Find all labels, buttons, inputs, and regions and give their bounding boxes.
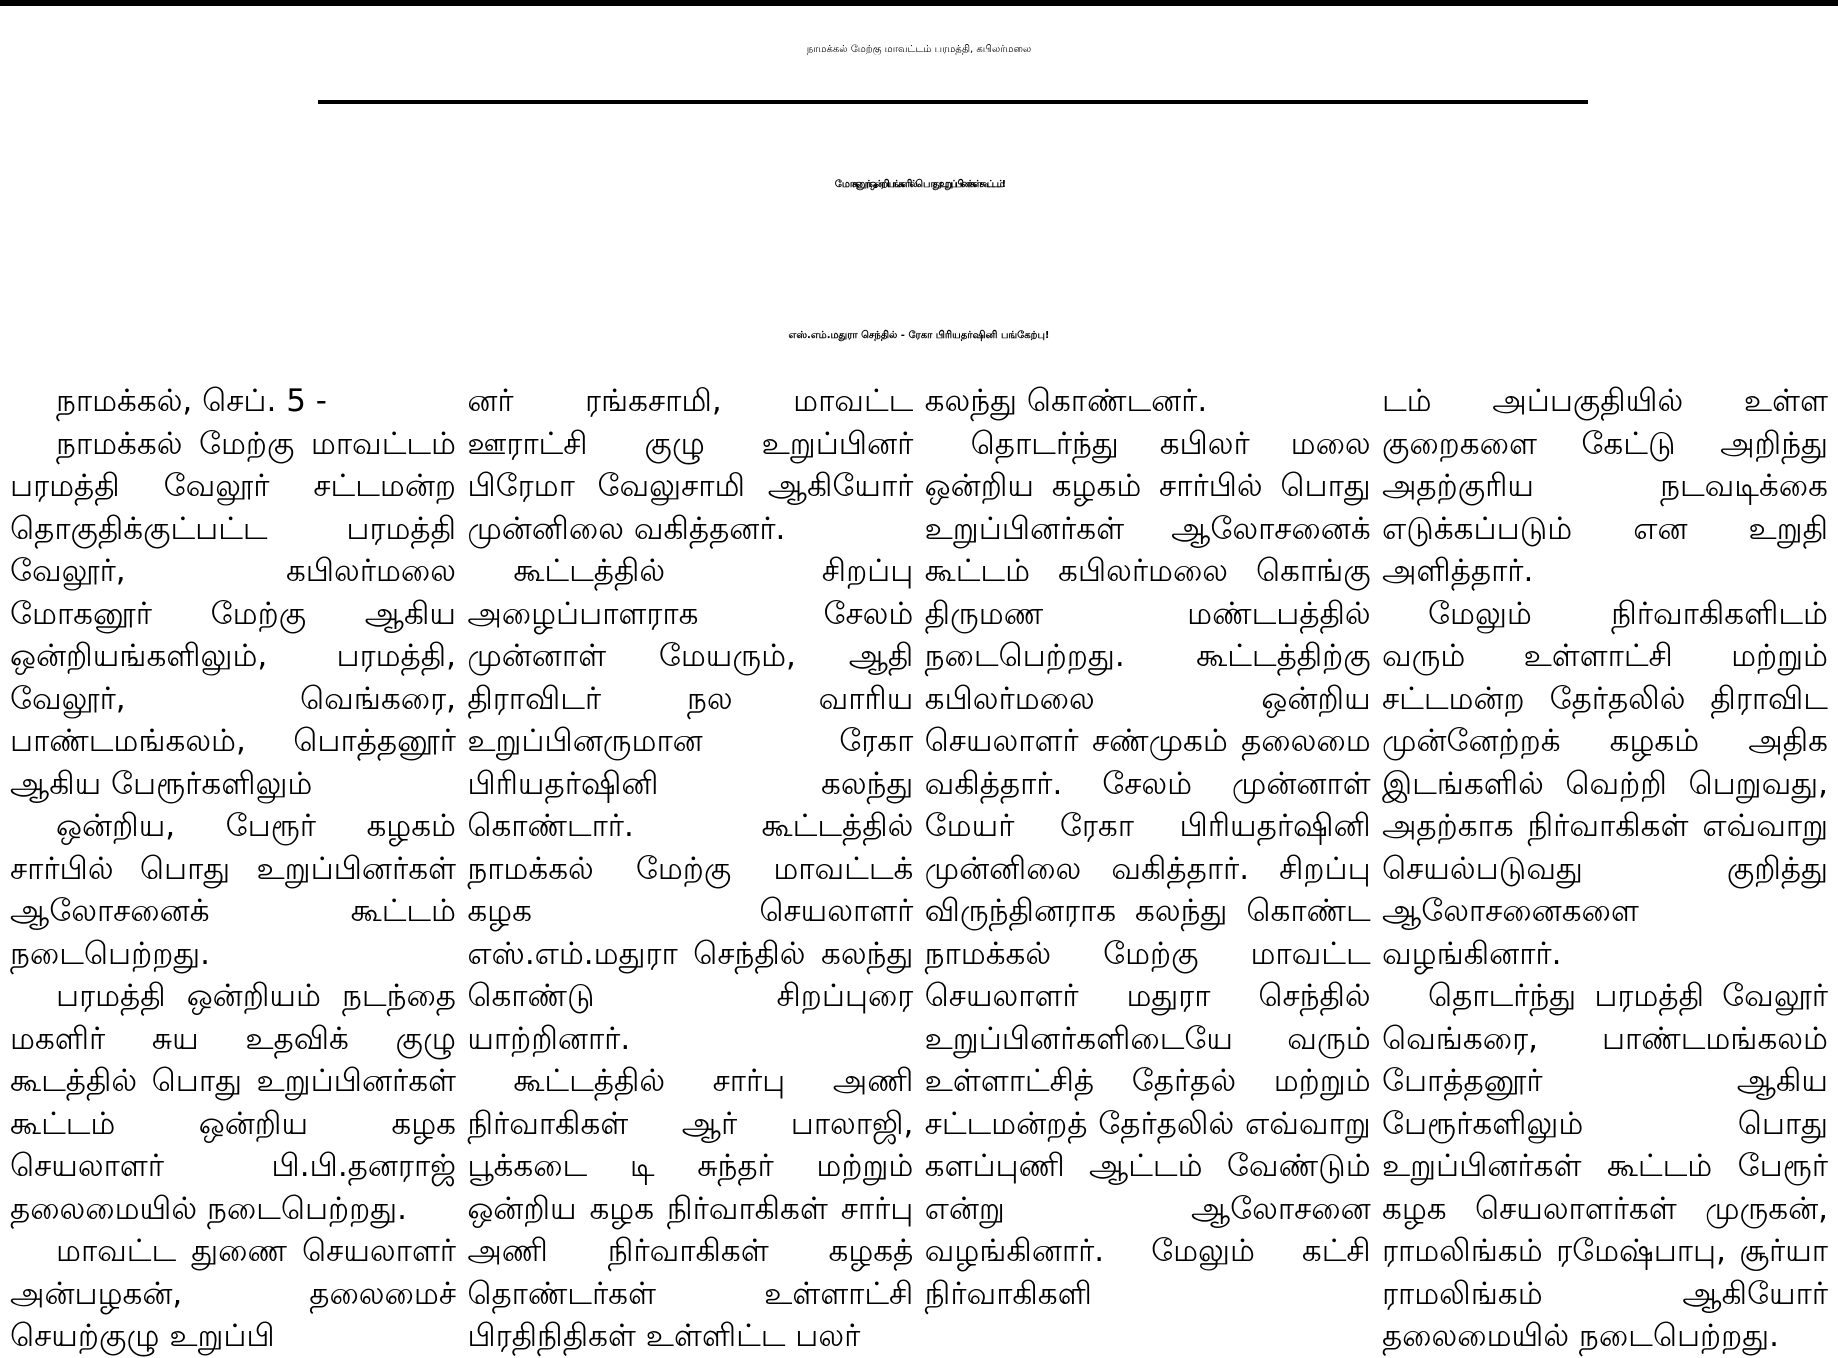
headline: மோகனூர் ஒன்றியங்களில் பொது உறுப்பினர்கள் கூட்டம்! [834,179,1004,190]
top-border-rule [0,0,1838,6]
paragraph: பரமத்தி ஒன்றியம் நடந்தை மகளிர் சுய உதவிக் குழு கூடத்தில் பொது உறுப்பினர்கள் கூட்டம் ஒன்றிய கழக செயலாளர் பி.பி.தனராஜ் தலைமையில் நடைபெற்றது. [10,978,456,1227]
paragraph: கூட்டத்தில் சார்பு அணி நிர்வாகிகள் ஆர் பாலாஜி, பூக்கடை டி சுந்தர் மற்றும் ஒன்றிய கழக நிர்வாகிகள் சார்பு அணி நிர்வாகிகள் கழகத் தொண்டர்கள் உள்ளாட்சி பிரதிநிதிகள் உள்ளிட்ட பலர் [467,1063,914,1354]
paragraph: கலந்து கொண்டனர். [924,383,1208,419]
paragraph: டம் அப்பகுதியில் உள்ள குறைகளை கேட்டு அறிந்து அதற்குரிய நடவடிக்கை எடுக்கப்படும் என உறுதி அளித்தார். [1381,383,1828,589]
kicker-underline [318,100,1588,104]
paragraph: மேலும் நிர்வாகிகளிடம் வரும் உள்ளாட்சி மற்றும் சட்டமன்ற தேர்தலில் திராவிட முன்னேற்றக் கழகம் அதிக இடங்களில் வெற்றி பெறுவது, அதற்காக நிர்வாகிகள் எவ்வாறு செயல்படுவது குறித்து ஆலோசனைகளை வழங்கினார். [1381,595,1828,972]
paragraph: நாமக்கல் மேற்கு மாவட்டம் பரமத்தி வேலூர் சட்டமன்ற தொகுதிக்குட்பட்ட பரமத்தி வேலூர், கபிலர்மலை மோகனூர் மேற்கு ஆகிய ஒன்றியங்களிலும், பரமத்தி, வேலூர், வெங்கரை, பாண்டமங்கலம், பொத்தனூர் ஆகிய பேரூர்களிலும் [10,425,456,802]
paragraph: தொடர்ந்து கபிலர் மலை ஒன்றிய கழகம் சார்பில் பொது உறுப்பினர்கள் ஆலோசனைக் கூட்டம் கபிலர்மலை கொங்கு திருமண மண்டபத்தில் நடைபெற்றது. கூட்டத்திற்கு கபிலர்மலை ஒன்றிய செயலாளர் சண்முகம் தலைமை வகித்தார். சேலம் முன்னாள் மேயர் ரேகா பிரியதர்ஷினி முன்னிலை வகித்தார். சிறப்பு விருந்தினராக கலந்து கொண்ட நாமக்கல் மேற்கு மாவட்ட செயலாளர் மதுரா செந்தில் உறுப்பினர்களிடையே வரும் உள்ளாட்சித் தேர்தல் மற்றும் சட்டமன்றத் தேர்தலில் எவ்வாறு களப்புணி ஆட்டம் வேண்டும் என்று ஆலோசனை வழங்கினார். மேலும் கட்சி நிர்வாகிகளி [924,425,1371,1312]
column-1 [10,380,456,1354]
paragraph: தொடர்ந்து பரமத்தி வேலூர் வெங்கரை, பாண்டமங்கலம் போத்தனூர் ஆகிய பேரூர்களிலும் பொது உறுப்பினர்கள் கூட்டம் பேரூர் கழக செயலாளர்கள் முருகன், ராமலிங்கம் ரமேஷ்பாபு, சூர்யா ராமலிங்கம் ஆகியோர் தலைமையில் நடைபெற்றது. [1381,978,1828,1354]
paragraph: கூட்டத்தில் சிறப்பு அழைப்பாளராக சேலம் முன்னாள் மேயரும், ஆதி திராவிடர் நல வாரிய உறுப்பினருமான ரேகா பிரியதர்ஷினி கலந்து கொண்டார். கூட்டத்தில் நாமக்கல் மேற்கு மாவட்டக் கழக செயலாளர் எஸ்.எம்.மதுரா செந்தில் கலந்து கொண்டு சிறப்புரை யாற்றினார். [467,553,914,1057]
paragraph: ஒன்றிய, பேரூர் கழகம் சார்பில் பொது உறுப்பினர்கள் ஆலோசனைக் கூட்டம் நடைபெற்றது. [10,808,456,972]
column-4 [1381,380,1828,1354]
article-body [10,380,1828,1354]
paragraph: மாவட்ட துணை செயலாளர் அன்பழகன், தலைமைச் செயற்குழு உறுப்பி [10,1233,456,1354]
kicker-line: நாமக்கல் மேற்கு மாவட்டம் பரமத்தி, கபிலர்மலை [806,44,1032,55]
subheadline: எஸ்.எம்.மதுரா செந்தில் - ரேகா பிரியதர்ஷினி பங்கேற்பு! [788,330,1050,341]
column-3 [925,380,1371,1322]
column-2 [467,380,914,1354]
dateline: நாமக்கல், செப். 5 - [56,383,327,419]
paragraph: னர் ரங்கசாமி, மாவட்ட ஊராட்சி குழு உறுப்பினர் பிரேமா வேலுசாமி ஆகியோர் முன்னிலை வகித்தனர். [467,383,914,547]
